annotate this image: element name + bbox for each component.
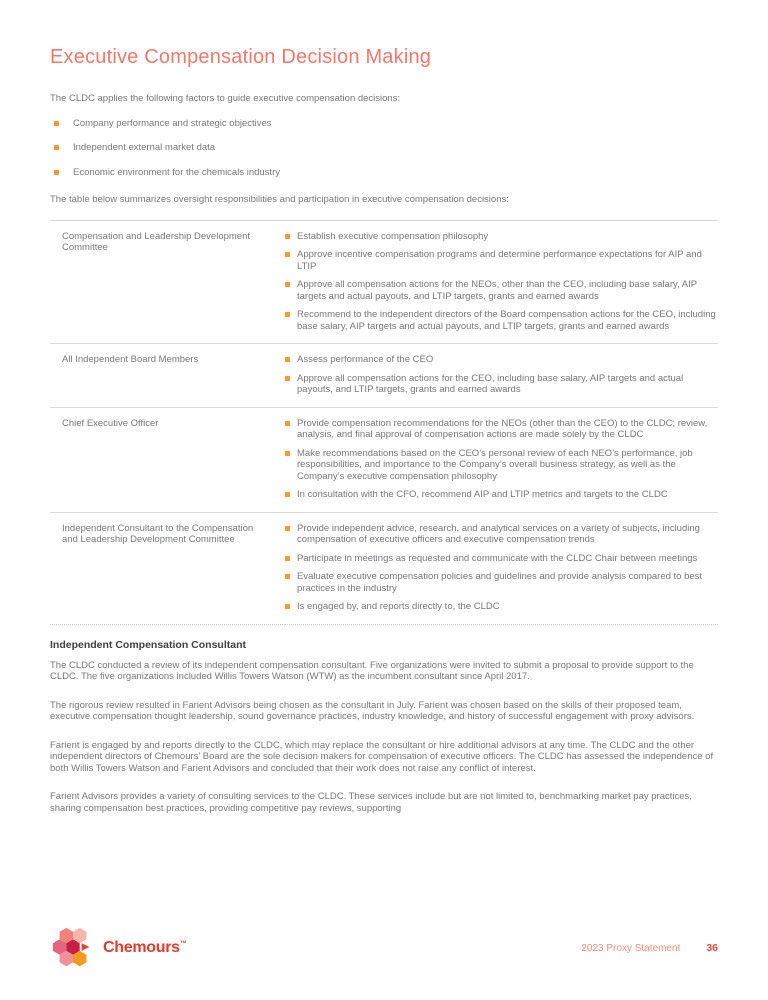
paragraph: Farient Advisors provides a variety of consulting services to the CLDC. These services include but are not limited to, benchmarking market pay practices, sharing compensation best practices, providing competitive pay reviews, supporting xyxy=(50,791,692,814)
table-bullet-item xyxy=(285,309,718,332)
table-item-text: Participate in meetings as requested and communicate with the CLDC Chair between meetings xyxy=(297,552,698,564)
paragraph: Farient is engaged by and reports directly to the CLDC, which may replace the consultant or hire additional advisors at any time. The CLDC and the other independent directors of Chemours’ Board are the sole decision makers for compensation of executive officers. The CLDC has assessed the independence of both Willis Towers Watson and Farient Advisors and concluded that their work does not raise any conflict of interest. xyxy=(50,739,714,774)
bullet-square-icon xyxy=(285,451,290,456)
table-item-text: Is engaged by, and reports directly to, the CLDC xyxy=(297,601,500,612)
items-cell xyxy=(285,344,718,408)
bullet-square-icon xyxy=(285,234,290,239)
bullet-square-icon xyxy=(54,145,59,150)
bullet-square-icon xyxy=(285,312,290,317)
list-item xyxy=(50,118,718,130)
role-cell: Chief Executive Officer xyxy=(62,417,159,429)
proxy-statement-label: 2023 Proxy Statement xyxy=(581,943,681,954)
table-item-text: Approve incentive compensation programs and determine performance expectations for AIP and LTIP xyxy=(297,249,702,272)
bullet-square-icon xyxy=(285,526,290,531)
table-bullet-item xyxy=(285,279,718,302)
table-item-text: Recommend to the independent directors of the Board compensation actions for the CEO, including base salary, AIP targets and actual payouts, and LTIP targets, grants and earned awards xyxy=(297,309,716,332)
table-item-text: Establish executive compensation philosophy xyxy=(297,230,489,242)
table-bullet-item xyxy=(285,418,718,441)
table-row xyxy=(50,344,718,408)
table-item-text: Assess performance of the CEO xyxy=(297,354,434,365)
table-item-text: Provide compensation recommendations for the NEOs (other than the CEO) to the CLDC; review, analysis, and final approval of compensation actions are made solely by the CLDC xyxy=(297,417,708,440)
bullet-square-icon xyxy=(285,357,290,362)
list-item xyxy=(50,142,718,154)
page-title: Executive Compensation Decision Making xyxy=(50,46,432,68)
bullet-square-icon xyxy=(285,556,290,561)
chemours-logo-icon xyxy=(50,925,96,971)
page-footer xyxy=(50,925,718,971)
table-intro-paragraph: The table below summarizes oversight responsibilities and participation in executive compensation decisions: xyxy=(50,194,509,205)
table-bullet-item xyxy=(285,571,718,594)
section-heading: Independent Compensation Consultant xyxy=(50,638,246,651)
table-item-text: In consultation with the CFO, recommend AIP and LTIP metrics and targets to the CLDC xyxy=(297,489,668,500)
table-bullet-item xyxy=(285,448,718,483)
paragraph: The rigorous review resulted in Farient Advisors being chosen as the consultant in July. Farient was chosen based on the skills of their proposed team, executive compensation thought leadership, sound governance practices, industry knowledge, and history of successful engagement with proxy advisors. xyxy=(50,699,695,722)
bullet-square-icon xyxy=(285,574,290,579)
items-cell xyxy=(285,220,718,344)
bullet-square-icon xyxy=(285,252,290,257)
table-bullet-item xyxy=(285,489,718,501)
footer-right xyxy=(581,942,718,954)
table-item-text: Evaluate executive compensation policies and guidelines and provide analysis compared to best practices in the industry xyxy=(297,571,703,594)
bullet-square-icon xyxy=(285,376,290,381)
items-cell xyxy=(285,512,718,624)
bullet-square-icon xyxy=(54,121,59,126)
trademark-symbol: ™ xyxy=(179,940,187,948)
table-bullet-item xyxy=(285,523,718,546)
intro-paragraph: The CLDC applies the following factors to guide executive compensation decisions: xyxy=(50,93,401,104)
table-bullet-item xyxy=(285,231,718,243)
table-bullet-item xyxy=(285,373,718,396)
brand-wordmark xyxy=(103,939,186,957)
list-item-label: Economic environment for the chemicals industry xyxy=(73,166,280,178)
table-row xyxy=(50,407,718,512)
table-bullet-item xyxy=(285,601,718,613)
bullet-square-icon xyxy=(285,282,290,287)
factor-list xyxy=(50,118,718,179)
table-item-text: Make recommendations based on the CEO’s personal review of each NEO’s performance, job responsibilities, and importance to the Company’s overall business strategy, as well as the Company’s executive compensation philosophy xyxy=(297,447,693,482)
table-bullet-item xyxy=(285,354,718,366)
table-item-text: Approve all compensation actions for the CEO, including base salary, AIP targets and actual payouts, and LTIP targets, grants and earned awards xyxy=(297,372,684,395)
bullet-square-icon xyxy=(285,421,290,426)
list-item-label: Company performance and strategic objectives xyxy=(73,117,272,129)
table-row xyxy=(50,512,718,624)
list-item-label: Independent external market data xyxy=(73,142,216,153)
role-cell: Compensation and Leadership Development Committee xyxy=(62,230,251,253)
table-bullet-item xyxy=(285,553,718,565)
role-cell: All Independent Board Members xyxy=(62,354,199,365)
table-row xyxy=(50,220,718,344)
table-item-text: Provide independent advice, research, and analytical services on a variety of subjects, including compensation of executive officers and executive compensation trends xyxy=(297,522,700,545)
page-number: 36 xyxy=(706,942,718,954)
brand-block xyxy=(50,925,186,971)
bullet-square-icon xyxy=(285,604,290,609)
bullet-square-icon xyxy=(285,492,290,497)
table-item-text: Approve all compensation actions for the NEOs, other than the CEO, including base salary, AIP targets and actual payouts, and LTIP targets, grants and earned awards xyxy=(297,279,697,302)
items-cell xyxy=(285,407,718,512)
bullet-square-icon xyxy=(54,170,59,175)
paragraph: The CLDC conducted a review of its independent compensation consultant. Five organizations were invited to submit a proposal to provide support to the CLDC. The five organizations included Willis Towers Watson (WTW) as the incumbent consultant since April 2017. xyxy=(50,659,694,682)
list-item xyxy=(50,167,718,179)
brand-name: Chemours xyxy=(103,939,180,956)
table-bullet-item xyxy=(285,249,718,272)
role-cell: Independent Consultant to the Compensation and Leadership Development Committee xyxy=(62,522,254,545)
responsibilities-table xyxy=(50,220,718,625)
